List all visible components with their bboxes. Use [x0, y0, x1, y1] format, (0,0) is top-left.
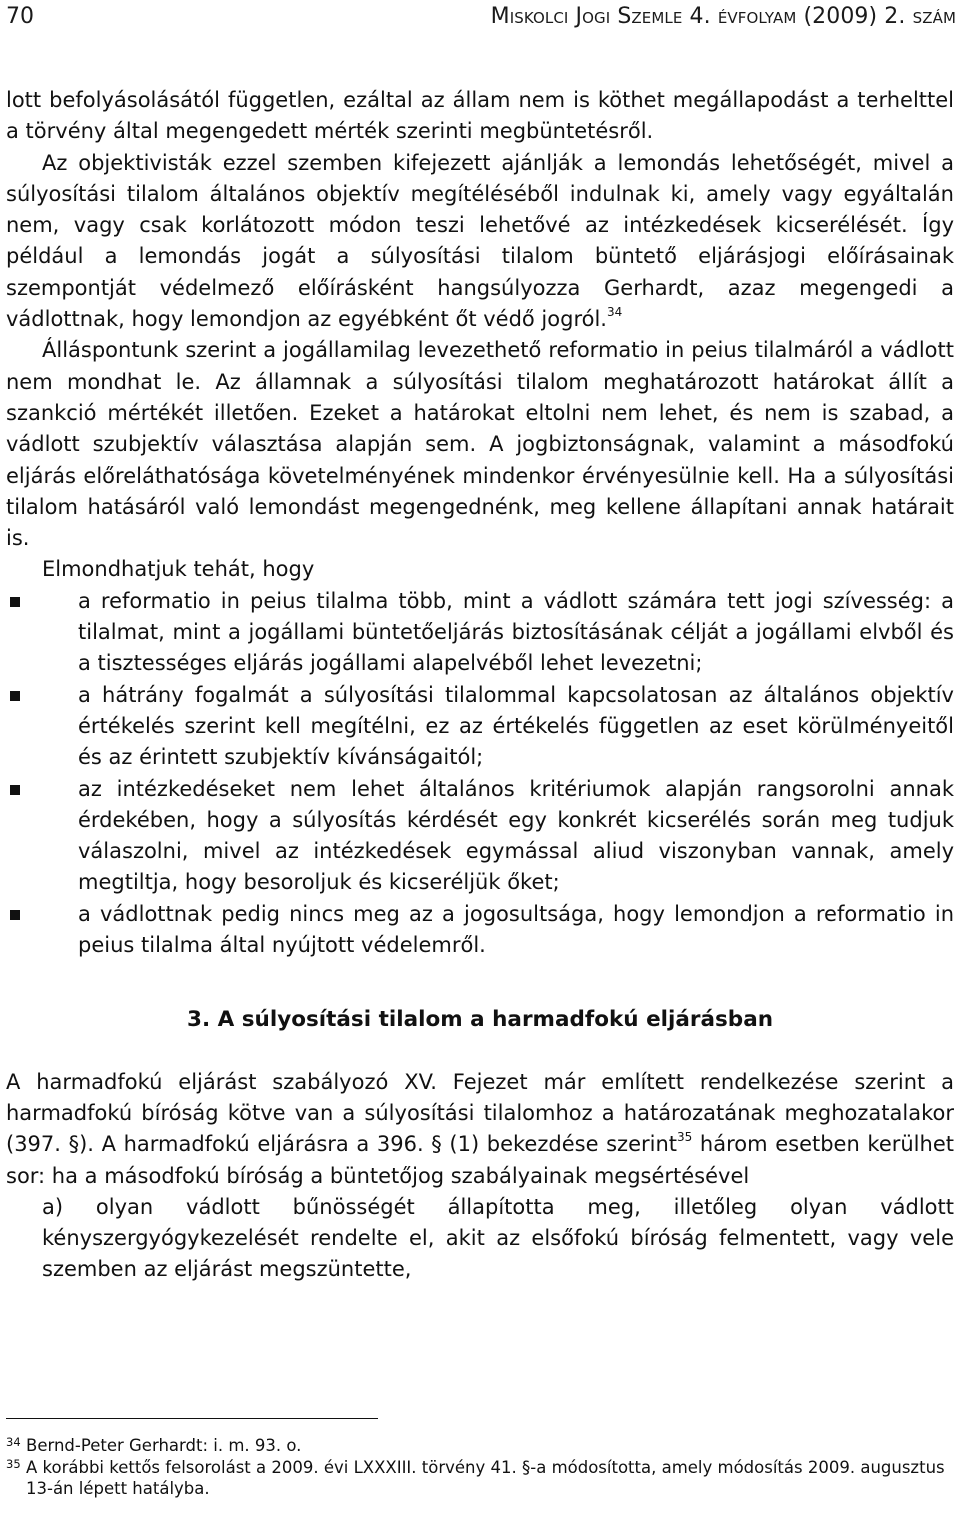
paragraph: Elmondhatjuk tehát, hogy: [42, 557, 315, 582]
square-bullet-icon: [10, 597, 20, 607]
list-item: [6, 899, 954, 962]
list-item: [6, 586, 954, 680]
footnote: [6, 1457, 954, 1500]
list-item-text: a reformatio in peius tilalma több, mint a vádlott számára tett jogi szívesség: a tilalmat, mint a jogállami büntetőeljárás biztosításának célját a jogállami elvből és a tisztességes eljárás jogállami alapelvéből lehet levezetni;: [78, 588, 954, 676]
footnote-number: 35: [6, 1456, 21, 1471]
section-heading: 3. A súlyosítási tilalom a harmadfokú eljárásban: [186, 1007, 774, 1033]
square-bullet-icon: [10, 910, 20, 920]
paragraph-text: három esetben kerülhet sor: ha a másodfokú bíróság a büntetőjog szabályainak megsértésével: [6, 1132, 954, 1188]
bullet-list: [6, 586, 954, 962]
square-bullet-icon: [10, 785, 20, 795]
footnote-ref: 34: [606, 305, 623, 320]
footnote-ref: 35: [677, 1130, 693, 1145]
paragraph: Álláspontunk szerint a jogállamilag levezethető reformatio in peius tilalmáról a vádlott nem mondhat le. Az államnak a súlyosítási tilalom meghatározott határokat állít a szankció mértékét illetően. Ezeket a határokat eltolni nem lehet, és nem is szabad, a vádlott szubjektív választása alapján sem. A jogbiztonságnak, valamint a másodfokú eljárás előreláthatósága követelményének mindenkor érvényesülnie kell. Ha a súlyosítási tilalom hatásáról való lemondást megengednénk, meg kellene állapítani annak határait is.: [6, 338, 954, 551]
journal-title: Miskolci Jogi Szemle 4. évfolyam (2009) 2. szám: [490, 4, 956, 29]
footnotes: [6, 1435, 954, 1500]
footnote-number: 34: [6, 1435, 21, 1449]
paragraph: lott befolyásolásától független, ezáltal az állam nem is köthet megállapodást a terhelttel a törvény által megengedett mérték szerinti megbüntetésről.: [6, 88, 954, 144]
list-item-text: az intézkedéseket nem lehet általános kritériumok alapján rangsorolni annak érdekében, hogy a súlyosítás kérdését egy konkrét kicserélés során meg tudjuk válaszolni, mivel az intézkedések egymással aliud viszonyban vannak, amely megtiltja, hogy besoroljuk és kicseréljük őket;: [78, 776, 954, 895]
list-item: [6, 680, 954, 774]
footnote-text: Bernd-Peter Gerhardt: i. m. 93. o.: [26, 1436, 302, 1455]
sub-item: a) olyan vádlott bűnösségét állapította meg, illetőleg olyan vádlott kényszergyógykezelését rendelte el, akit az elsőfokú bíróság felmentett, vagy vele szemben az eljárást megszüntette,: [42, 1194, 954, 1282]
paragraph-text: Az objektivisták ezzel szemben kifejezett ajánlják a lemondás lehetőségét, mivel a súlyosítási tilalom általános objektív megítéléséből indulnak ki, amely vagy egyáltalán nem, vagy csak korlátozott módon teszi lehetővé az intézkedések kicserélését. Így például a lemondás jogát a súlyosítási tilalom büntető eljárásjogi előírásainak szempontját védelmező előírásként hangsúlyozza Gerhardt, azaz megengedi a vádlottnak, hogy lemondjon az egyébként őt védő jogról.: [6, 150, 954, 332]
page-header: [6, 4, 956, 38]
list-item-text: a hátrány fogalmát a súlyosítási tilalommal kapcsolatosan az általános objektív értékelés szerint kell megítélni, ez az értékelés független az eset körülményeitől és az érintett szubjektív kívánságaitól;: [78, 682, 954, 770]
paragraph: [6, 148, 954, 336]
footnote: [6, 1435, 954, 1457]
paragraph: [6, 1067, 954, 1192]
footnote-divider: [6, 1418, 378, 1419]
list-item-text: a vádlottnak pedig nincs meg az a jogosultsága, hogy lemondjon a reformatio in peius tilalma által nyújtott védelemről.: [78, 901, 954, 958]
footnote-text: A korábbi kettős felsorolást a 2009. évi LXXXIII. törvény 41. §-a módosította, amely módosítás 2009. augusztus 13-án lépett hatályba.: [26, 1457, 945, 1498]
square-bullet-icon: [10, 691, 20, 701]
paragraph-text: A harmadfokú eljárást szabályozó XV. Fejezet már említett rendelkezése szerint a harmadfokú bíróság kötve van a súlyosítási tilalomhoz a határozatának meghozatalakor (397. §). A harmadfokú eljárásra a 396. § (1) bekezdése szerint: [6, 1069, 954, 1157]
page-number: 70: [6, 4, 34, 29]
page-body: [6, 85, 954, 1286]
list-item: [6, 774, 954, 899]
